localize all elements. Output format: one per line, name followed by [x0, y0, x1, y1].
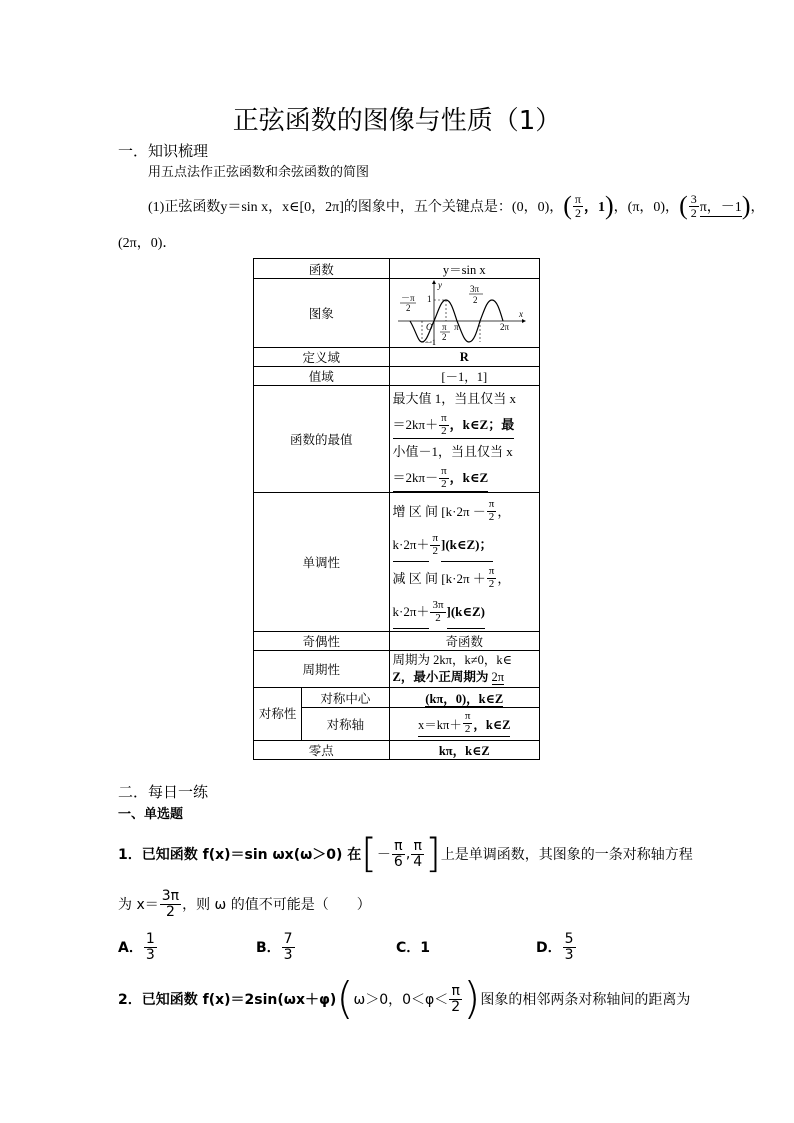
para-prefix: (1)正弦函数y＝sin x，x∈[0，2π]的图象中，五个关键点是：(0，0)，: [148, 200, 564, 215]
option-b[interactable]: B． $\frac{7}{3}$: [256, 930, 293, 963]
key-points-paragraph: [148, 186, 764, 226]
row-label-monotonicity: 单调性: [254, 493, 390, 632]
label-one: 1: [426, 294, 432, 304]
table-row: [254, 632, 540, 651]
label-three-pi-half: 3π: [469, 284, 479, 294]
row-label-period: 周期性: [254, 651, 390, 688]
q2-text-a: 2．已知函数 f(x)＝2sin(ωx＋φ): [118, 992, 337, 1008]
extrema-line3: 小值－1，当且仅当 x: [392, 444, 513, 459]
label-pi-half: π: [441, 322, 447, 332]
table-row: [254, 493, 540, 632]
mono-line2: k·2π＋ $\frac{\pi}{2}$ ](k∈Z)；: [393, 528, 536, 562]
label-pi-half-den: 2: [441, 332, 447, 342]
row-value-range: [－1，1]: [389, 367, 539, 386]
section-heading-knowledge: 一．知识梳理: [118, 142, 209, 160]
p4-denominator: 2: [690, 205, 697, 220]
table-row: [254, 651, 540, 688]
extrema-line4: ＝2kπ－ $\frac{\pi}{2}$ ，k∈Z: [393, 465, 489, 492]
label-pi: π: [453, 322, 459, 332]
section-subheading-single-choice: 一、单选题: [118, 807, 184, 822]
sine-properties-table: [253, 258, 540, 760]
p4-numerator: 3: [690, 191, 697, 206]
p2-numerator: π: [574, 191, 581, 206]
q1-text-b: 上是单调函数，其图象的一条对称轴方程: [440, 847, 693, 863]
period-line2: Z，最小正周期为 2π: [392, 670, 505, 684]
row-value-period: [389, 651, 539, 688]
row-value-zeros: kπ，k∈Z: [389, 741, 539, 760]
p2-denominator: 2: [574, 205, 581, 220]
section-heading-daily: 二．每日一练: [118, 783, 209, 801]
row-value-axis: x＝kπ＋ $\frac{\pi}{2}$ ，k∈Z: [389, 708, 539, 741]
q1-interval: [ － $\frac{\pi}{6}$ , $\frac{\pi}{4}$ ]: [361, 831, 441, 877]
mono-line3: 减 区 间 [k·2π ＋ $\frac{\pi}{2}$ ，: [392, 565, 511, 590]
q1-text-c: 为 x＝: [118, 897, 159, 913]
q1-text-d: ，则 ω 的值不可能是（ ）: [182, 897, 371, 913]
row-value-extrema: [389, 386, 539, 493]
row-label-graph: 图象: [254, 279, 390, 348]
row-label-range: 值域: [254, 367, 390, 386]
label-x: x: [518, 309, 523, 319]
q2-text-b: 图象的相邻两条对称轴间的距离为: [480, 992, 691, 1008]
row-label-zeros: 零点: [254, 741, 390, 760]
table-row: [254, 386, 540, 493]
table-row: [254, 259, 540, 279]
extrema-line1: 最大值 1，当且仅当 x: [392, 391, 517, 406]
point-2: ( $\frac{\pi}{2}$ ，1 ): [563, 191, 614, 220]
row-label-center: 对称中心: [302, 688, 389, 708]
question-2-line1: [118, 973, 691, 1024]
mono-line1: 增 区 间 [k·2π － $\frac{\pi}{2}$ ，: [392, 498, 511, 523]
label-origin: O: [425, 322, 433, 332]
question-1-line1: [118, 832, 693, 876]
row-value-parity: 奇函数: [389, 632, 539, 651]
table-row: [254, 741, 540, 760]
row-label-extrema: 函数的最值: [254, 386, 390, 493]
row-label-axis: 对称轴: [302, 708, 389, 741]
key-points-line2: (2π，0)．: [118, 236, 177, 251]
row-value-center: (kπ，0)，k∈Z: [389, 688, 539, 708]
para-end: ，: [750, 200, 765, 215]
period-line1: 周期为 2kπ，k≠0，k∈: [392, 653, 512, 667]
option-c[interactable]: C．1: [396, 940, 431, 956]
p2-tail: ，1: [583, 200, 605, 215]
section-subheading: 用五点法作正弦函数和余弦函数的简图: [148, 165, 370, 180]
label-three-pi-half-den: 2: [472, 295, 478, 305]
extrema-line2: ＝2kπ＋ $\frac{\pi}{2}$ ，k∈Z；最: [393, 412, 515, 439]
row-value-monotonicity: [389, 493, 539, 632]
point-3: ，(π，0)，: [613, 200, 680, 215]
q1-text-a: 1．已知函数 f(x)＝sin ωx(ω＞0) 在: [118, 847, 362, 863]
question-1-line2: 为 x＝ $\frac{3\pi}{2}$ ，则 ω 的值不可能是（ ）: [118, 887, 371, 920]
p4-tail: π，－1: [700, 196, 742, 217]
row-value-domain: R: [389, 348, 539, 367]
table-row: [254, 279, 540, 348]
label-neg-pi-half: －π: [400, 293, 415, 303]
mono-line4: k·2π＋ $\frac{3\pi}{2}$ ](k∈Z): [393, 595, 536, 629]
sine-graph: [390, 279, 534, 347]
table-row: [254, 348, 540, 367]
row-label-domain: 定义域: [254, 348, 390, 367]
row-label-parity: 奇偶性: [254, 632, 390, 651]
row-label-function: 函数: [254, 259, 390, 279]
option-d[interactable]: D． $\frac{5}{3}$: [536, 930, 574, 963]
point-4: ( $\frac{3}{2}$ π，－1 ): [679, 191, 751, 220]
option-a[interactable]: A． $\frac{1}{3}$: [118, 930, 155, 963]
q2-condition: ( ω＞0，0＜φ＜ $\frac{\pi}{2}$ ): [336, 973, 481, 1024]
label-two-pi: 2π: [499, 322, 509, 332]
label-neg-pi-half-den: 2: [405, 303, 411, 313]
row-value-graph: [389, 279, 539, 348]
page-title: 正弦函数的图像与性质（1）: [232, 106, 562, 136]
label-neg-one: －1: [423, 338, 436, 347]
row-value-function: y＝sin x: [389, 259, 539, 279]
label-y: y: [437, 280, 442, 290]
table-row: [254, 367, 540, 386]
row-group-symmetry: 对称性: [254, 688, 302, 741]
table-row: [254, 688, 540, 708]
